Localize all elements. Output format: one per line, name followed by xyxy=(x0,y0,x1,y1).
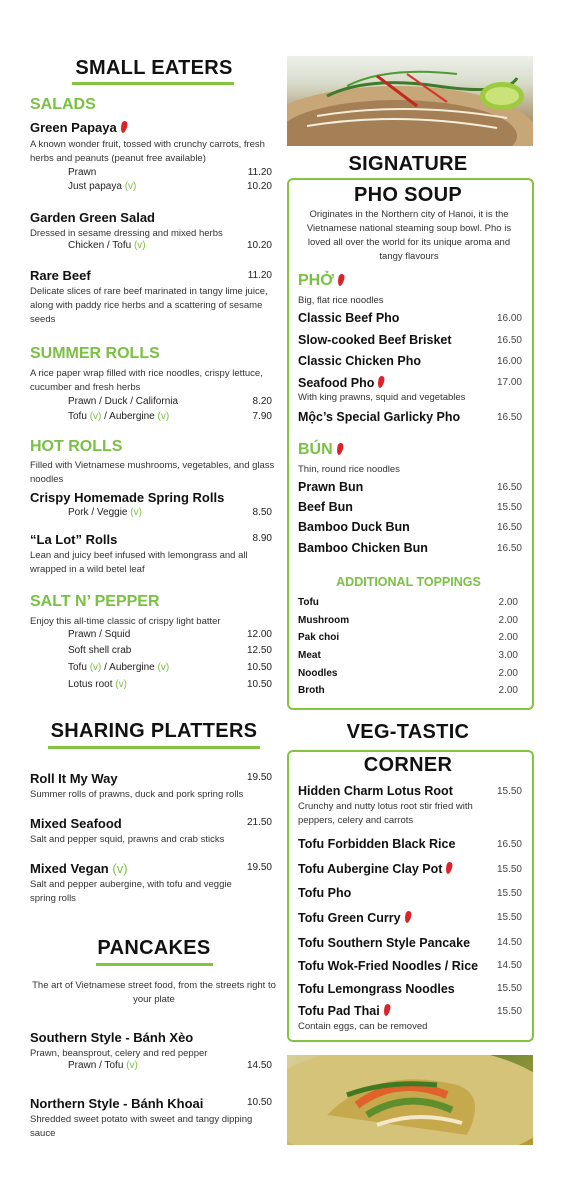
bun-heading: BÚN xyxy=(298,441,343,459)
topping-name: Meat xyxy=(298,650,321,661)
option-label: Prawn / Squid xyxy=(68,629,131,640)
green-papaya-name: Green Papaya xyxy=(30,120,127,135)
option-label: Soft shell crab xyxy=(68,645,132,656)
veg-item-desc: Contain eggs, can be removed xyxy=(298,1021,428,1032)
veg-item-name: Tofu Southern Style Pancake xyxy=(298,936,471,950)
price: 10.50 xyxy=(246,1097,272,1108)
price: 7.90 xyxy=(252,411,272,422)
price: 16.50 xyxy=(496,482,522,493)
salt-pepper-heading: SALT N’ PEPPER xyxy=(30,593,160,610)
price: 10.20 xyxy=(246,181,272,192)
garden-salad-name: Garden Green Salad xyxy=(30,210,155,225)
crispy-rolls-name: Crispy Homemade Spring Rolls xyxy=(30,490,225,505)
option-label: Prawn xyxy=(68,167,97,178)
price: 21.50 xyxy=(246,817,272,828)
price: 15.50 xyxy=(496,786,522,797)
pho-item-name: Classic Beef Pho xyxy=(298,311,400,325)
title-underline xyxy=(72,82,234,85)
chili-icon xyxy=(383,1004,391,1017)
title-underline xyxy=(96,963,213,966)
salt-pepper-desc: Enjoy this all-time classic of crispy light batter xyxy=(30,616,221,627)
sharing-item-desc: Salt and pepper aubergine, with tofu and veggie spring rolls xyxy=(30,879,232,904)
pho-soup-title: PHO SOUP xyxy=(354,184,462,206)
veg-item-desc: Crunchy and nutty lotus root stir fried with peppers, celery and carrots xyxy=(298,801,473,826)
pancake-illustration xyxy=(287,1055,533,1145)
price: 2.00 xyxy=(498,668,518,679)
hot-rolls-heading: HOT ROLLS xyxy=(30,438,123,455)
sharing-item-desc: Summer rolls of prawns, duck and pork spring rolls xyxy=(30,789,244,800)
price: 15.50 xyxy=(496,912,522,923)
chili-icon xyxy=(445,862,453,875)
title-underline xyxy=(48,746,260,749)
price: 12.50 xyxy=(246,645,272,656)
price: 16.50 xyxy=(496,522,522,533)
pho-item-name: Slow-cooked Beef Brisket xyxy=(298,333,452,347)
rare-beef-desc: Delicate slices of rare beef marinated in tangy lime juice, along with paddy rice herbs and a scattering of sesame seeds xyxy=(30,286,268,325)
la-lot-desc: Lean and juicy beef infused with lemongrass and all wrapped in a wild betel leaf xyxy=(30,550,248,575)
chili-icon xyxy=(403,911,411,924)
corner-title: CORNER xyxy=(363,754,453,776)
pho-heading: PHỞ xyxy=(298,272,344,290)
price: 15.50 xyxy=(496,983,522,994)
option-label: Pork / Veggie (v) xyxy=(68,507,142,518)
price: 11.20 xyxy=(247,167,272,178)
garden-salad-desc: Dressed in sesame dressing and mixed herbs xyxy=(30,228,223,239)
signature-title: SIGNATURE xyxy=(343,153,473,176)
sharing-item-name: Mixed Seafood xyxy=(30,816,122,831)
price: 15.50 xyxy=(496,864,522,875)
pho-intro: Originates in the Northern city of Hanoi, it is the Vietnamese national steaming soup bowl. Pho is loved all over the world for its unique aroma and tangy flavours xyxy=(306,209,512,262)
veg-item-name: Tofu Lemongrass Noodles xyxy=(298,982,455,996)
price: 3.00 xyxy=(498,650,518,661)
veg-item-name: Tofu Wok-Fried Noodles / Rice xyxy=(298,959,479,973)
option-label: Prawn / Duck / California xyxy=(68,396,179,407)
bun-item-name: Prawn Bun xyxy=(298,480,364,494)
price: 16.50 xyxy=(496,335,522,346)
topping-name: Tofu xyxy=(298,597,319,608)
hot-rolls-desc: Filled with Vietnamese mushrooms, vegetables, and glass noodles xyxy=(30,460,275,485)
pho-item-desc: With king prawns, squid and vegetables xyxy=(298,392,466,403)
price: 19.50 xyxy=(246,862,272,873)
price: 11.20 xyxy=(247,270,272,281)
option-label: Prawn / Tofu (v) xyxy=(68,1060,138,1071)
green-papaya-desc: A known wonder fruit, tossed with crunchy carrots, fresh herbs and peanuts (peanut free available) xyxy=(30,139,265,164)
topping-name: Broth xyxy=(298,685,325,696)
veg-item-name: Tofu Forbidden Black Rice xyxy=(298,837,456,851)
topping-name: Noodles xyxy=(298,668,338,679)
rare-beef-name: Rare Beef xyxy=(30,268,91,283)
summer-rolls-desc: A rice paper wrap filled with rice noodles, crispy lettuce, cucumber and fresh herbs xyxy=(30,368,263,393)
summer-rolls-heading: SUMMER ROLLS xyxy=(30,345,160,362)
veg-item-name: Tofu Pho xyxy=(298,886,352,900)
price: 17.00 xyxy=(496,377,522,388)
topping-name: Mushroom xyxy=(298,615,350,626)
price: 14.50 xyxy=(496,960,522,971)
price: 10.20 xyxy=(246,240,272,251)
price: 12.00 xyxy=(246,629,272,640)
veg-item-name: Tofu Aubergine Clay Pot xyxy=(298,862,452,876)
price: 2.00 xyxy=(498,632,518,643)
pancakes-intro: The art of Vietnamese street food, from the streets right to your plate xyxy=(32,980,276,1005)
bun-item-name: Bamboo Duck Bun xyxy=(298,520,410,534)
option-label: Lotus root (v) xyxy=(68,679,127,690)
bun-desc: Thin, round rice noodles xyxy=(298,464,400,475)
price: 10.50 xyxy=(246,679,272,690)
option-label: Chicken / Tofu (v) xyxy=(68,240,146,251)
price: 16.00 xyxy=(496,356,522,367)
bun-item-name: Bamboo Chicken Bun xyxy=(298,541,428,555)
chili-icon xyxy=(377,376,385,389)
pancake-photo xyxy=(287,1055,533,1145)
pho-item-name: Seafood Pho xyxy=(298,376,384,390)
small-eaters-title: SMALL EATERS xyxy=(75,57,233,79)
price: 2.00 xyxy=(498,685,518,696)
sharing-item-name: Mixed Vegan (v) xyxy=(30,861,128,876)
veg-item-name: Hidden Charm Lotus Root xyxy=(298,784,453,798)
pho-item-name: Mộc’s Special Garlicky Pho xyxy=(298,410,461,424)
chili-icon xyxy=(337,274,345,287)
price: 14.50 xyxy=(246,1060,272,1071)
option-label: Tofu (v) / Aubergine (v) xyxy=(68,411,170,422)
price: 2.00 xyxy=(498,615,518,626)
price: 15.50 xyxy=(496,888,522,899)
chili-icon xyxy=(120,121,128,134)
northern-style-desc: Shredded sweet potato with sweet and tangy dipping sauce xyxy=(30,1114,253,1139)
toppings-heading: ADDITIONAL TOPPINGS xyxy=(336,575,481,589)
price: 8.90 xyxy=(252,533,272,544)
pho-item-name: Classic Chicken Pho xyxy=(298,354,421,368)
price: 16.00 xyxy=(496,313,522,324)
price: 2.00 xyxy=(498,597,518,608)
pho-desc: Big, flat rice noodles xyxy=(298,295,384,306)
topping-name: Pak choi xyxy=(298,632,340,643)
price: 16.50 xyxy=(496,412,522,423)
veg-item-name: Tofu Pad Thai xyxy=(298,1004,390,1018)
sharing-title: SHARING PLATTERS xyxy=(50,720,258,742)
price: 15.50 xyxy=(496,1006,522,1017)
southern-style-name: Southern Style - Bánh Xèo xyxy=(30,1030,194,1045)
sharing-item-desc: Salt and pepper squid, prawns and crab sticks xyxy=(30,834,225,845)
la-lot-name: “La Lot” Rolls xyxy=(30,532,118,547)
price: 8.50 xyxy=(252,507,272,518)
chili-icon xyxy=(335,443,343,456)
price: 15.50 xyxy=(496,502,522,513)
bun-item-name: Beef Bun xyxy=(298,500,353,514)
salads-heading: SALADS xyxy=(30,96,96,113)
price: 16.50 xyxy=(496,839,522,850)
price: 19.50 xyxy=(246,772,272,783)
price: 14.50 xyxy=(496,937,522,948)
southern-style-desc: Prawn, beansprout, celery and red pepper xyxy=(30,1048,208,1059)
price: 8.20 xyxy=(252,396,272,407)
pho-bowl-photo xyxy=(287,56,533,146)
price: 10.50 xyxy=(246,662,272,673)
price: 16.50 xyxy=(496,543,522,554)
pancakes-title: PANCAKES xyxy=(97,937,211,959)
sharing-item-name: Roll It My Way xyxy=(30,771,118,786)
veg-item-name: Tofu Green Curry xyxy=(298,911,411,925)
northern-style-name: Northern Style - Bánh Khoai xyxy=(30,1096,204,1111)
pho-bowl-illustration xyxy=(287,56,533,146)
option-label: Just papaya (v) xyxy=(68,181,137,192)
veg-tastic-title: VEG-TASTIC xyxy=(338,721,478,744)
option-label: Tofu (v) / Aubergine (v) xyxy=(68,662,170,673)
